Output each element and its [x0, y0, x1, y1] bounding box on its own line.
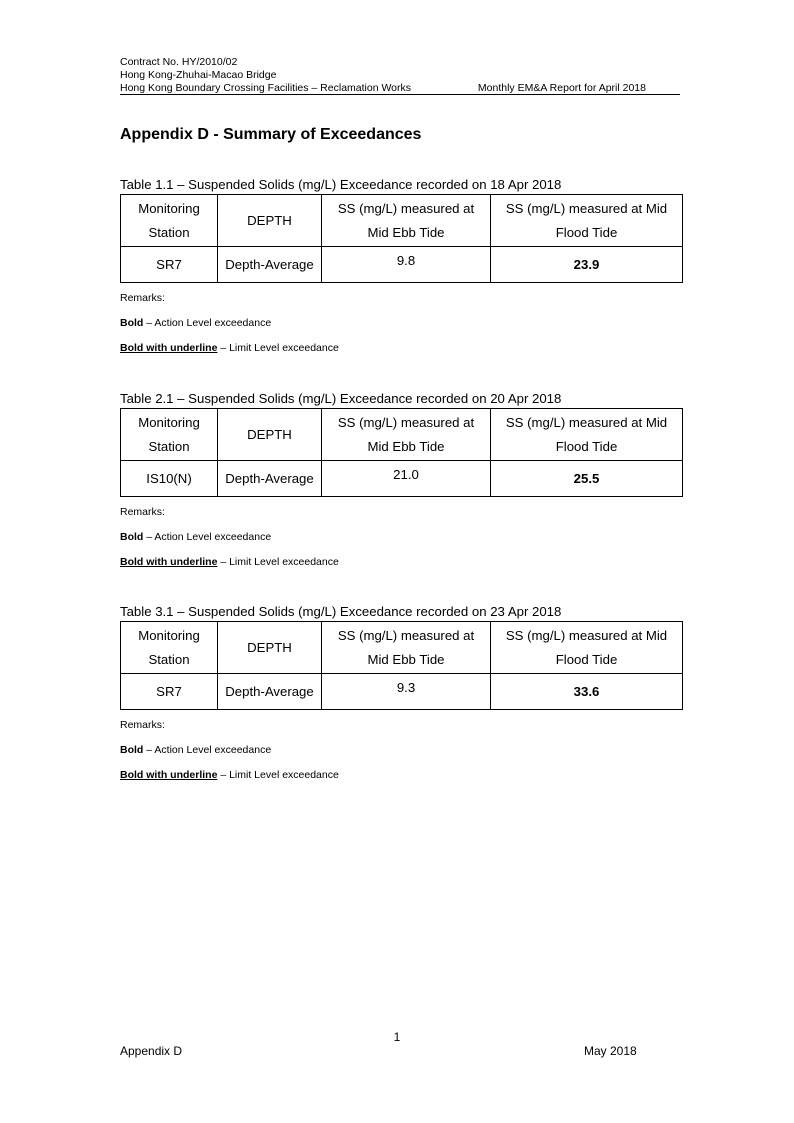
footer-appendix: Appendix D — [120, 1044, 183, 1058]
footer-date: May 2018 — [584, 1044, 637, 1058]
cell-station: IS10(N) — [121, 461, 218, 497]
cell-depth: Depth-Average — [218, 247, 322, 283]
contract-number: Contract No. HY/2010/02 — [120, 56, 238, 68]
remarks-heading: Remarks: — [120, 506, 165, 518]
remark-action: Bold – Action Level exceedance — [120, 531, 272, 543]
report-name: Monthly EM&A Report for April 2018 — [477, 82, 646, 94]
remark-action: Bold – Action Level exceedance — [120, 317, 272, 329]
table-caption: Table 3.1 – Suspended Solids (mg/L) Exceedance recorded on 23 Apr 2018 — [120, 604, 562, 619]
page-title: Appendix D - Summary of Exceedances — [120, 126, 422, 143]
remarks — [120, 506, 682, 568]
table-row — [121, 674, 683, 710]
header-station: Monitoring Station — [121, 409, 218, 461]
header-ebb: SS (mg/L) measured at Mid Ebb Tide — [322, 622, 491, 674]
remark-limit: Bold with underline – Limit Level exceedance — [120, 769, 339, 781]
cell-ebb: 9.8 — [322, 247, 491, 283]
exceedance-section-1 — [120, 175, 682, 354]
cell-flood: 25.5 — [491, 461, 683, 497]
cell-station: SR7 — [121, 674, 218, 710]
table-caption: Table 2.1 – Suspended Solids (mg/L) Exceedance recorded on 20 Apr 2018 — [120, 391, 562, 406]
exceedance-section-2 — [120, 389, 682, 568]
cell-flood: 33.6 — [491, 674, 683, 710]
header-ebb: SS (mg/L) measured at Mid Ebb Tide — [322, 409, 491, 461]
page-number: 1 — [393, 1030, 401, 1044]
exceedance-table — [120, 621, 683, 710]
cell-depth: Depth-Average — [218, 461, 322, 497]
cell-ebb: 9.3 — [322, 674, 491, 710]
header-divider — [120, 94, 680, 95]
header-station: Monitoring Station — [121, 622, 218, 674]
remark-action: Bold – Action Level exceedance — [120, 744, 272, 756]
header-depth: DEPTH — [218, 409, 322, 461]
exceedance-table — [120, 194, 683, 283]
exceedance-section-3 — [120, 602, 682, 781]
table-caption: Table 1.1 – Suspended Solids (mg/L) Exceedance recorded on 18 Apr 2018 — [120, 177, 562, 192]
header-station: Monitoring Station — [121, 195, 218, 247]
header-flood: SS (mg/L) measured at Mid Flood Tide — [491, 195, 683, 247]
table-row — [121, 461, 683, 497]
cell-depth: Depth-Average — [218, 674, 322, 710]
remark-limit: Bold with underline – Limit Level exceedance — [120, 342, 339, 354]
remarks — [120, 292, 682, 354]
cell-station: SR7 — [121, 247, 218, 283]
cell-flood: 23.9 — [491, 247, 683, 283]
remarks — [120, 719, 682, 781]
header-depth: DEPTH — [218, 622, 322, 674]
table-header-row — [121, 622, 683, 674]
remarks-heading: Remarks: — [120, 719, 165, 731]
project-name: Hong Kong-Zhuhai-Macao Bridge — [120, 69, 277, 81]
remarks-heading: Remarks: — [120, 292, 165, 304]
header-flood: SS (mg/L) measured at Mid Flood Tide — [491, 409, 683, 461]
table-row — [121, 247, 683, 283]
header-depth: DEPTH — [218, 195, 322, 247]
exceedance-table — [120, 408, 683, 497]
cell-ebb: 21.0 — [322, 461, 491, 497]
table-header-row — [121, 409, 683, 461]
works-name: Hong Kong Boundary Crossing Facilities – Reclamation Works — [120, 82, 412, 94]
header-flood: SS (mg/L) measured at Mid Flood Tide — [491, 622, 683, 674]
header-ebb: SS (mg/L) measured at Mid Ebb Tide — [322, 195, 491, 247]
remark-limit: Bold with underline – Limit Level exceedance — [120, 556, 339, 568]
table-header-row — [121, 195, 683, 247]
page-header — [120, 56, 680, 95]
